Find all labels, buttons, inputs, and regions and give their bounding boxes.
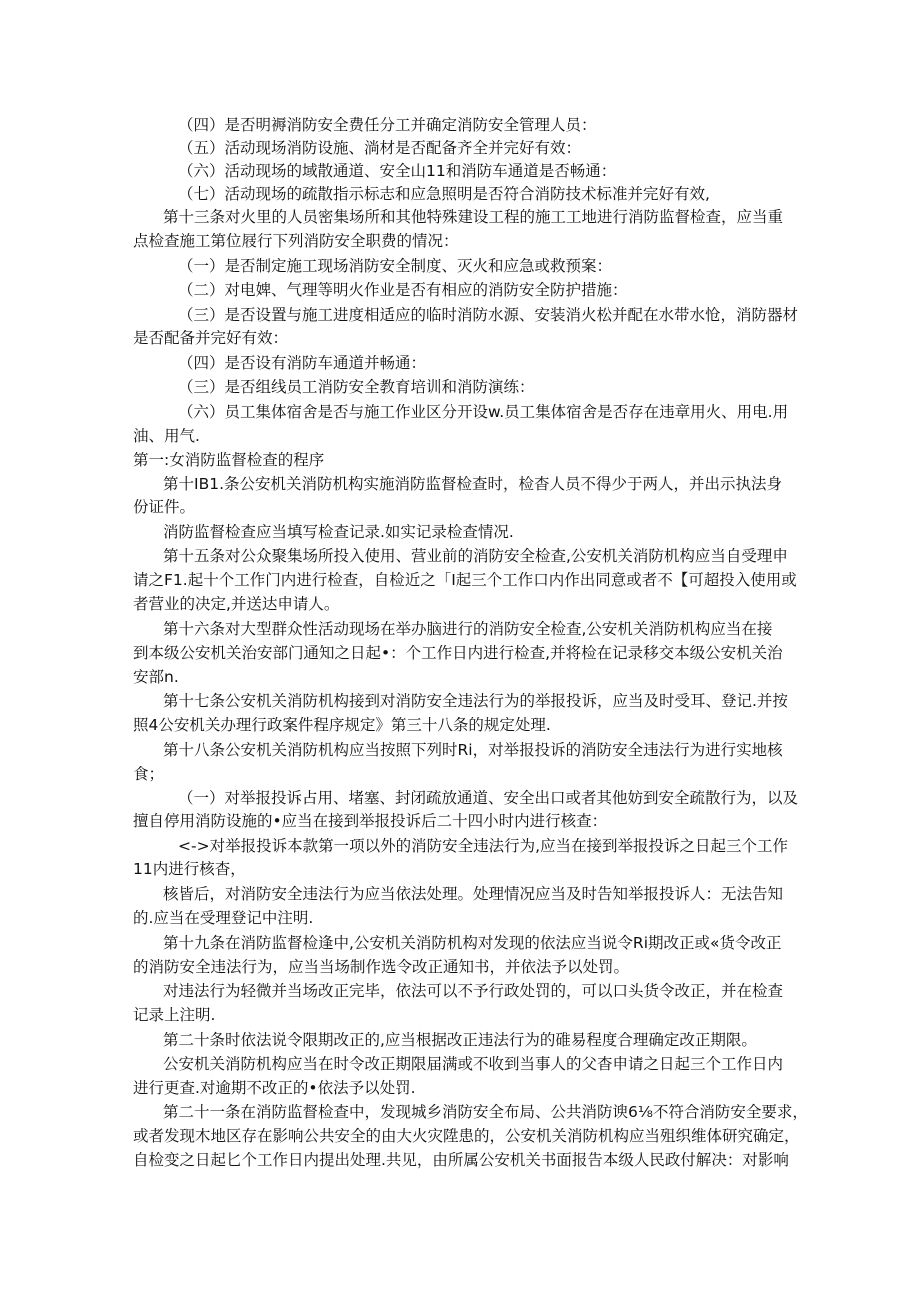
text-line: 对违法行为轻微并当场改正完毕，依法可以不予行政处罚的，可以口头货令改正，并在检查 <box>163 982 784 1000</box>
text-line: （五）活动现场消防设施、淌材是否配备齐全并完好有效： <box>178 139 582 157</box>
text-line: 油、用气. <box>133 427 200 445</box>
text-line: 第十三条对火里的人员密集场所和其他特殊建设工程的施工工地进行消防监督检查，应当重 <box>163 208 784 226</box>
text-line: 照4公安机关办理行政案件程序规定》第三十八条的规定处理. <box>133 716 551 734</box>
text-line: 点检查施工第位屐行下列消防安全职费的情况： <box>133 232 459 250</box>
text-line: （六）员工集体宿舍是否与施工作业区分开设w.员工集体宿舍是否存在违章用火、用电.用 <box>178 403 789 421</box>
text-line: 第十六条对大型群众性活动现场在举办脑进行的消防安全检查,公安机关消防机构应当在接 <box>163 620 773 638</box>
section-heading: 第一:女消防监督检查的程序 <box>133 451 325 469</box>
text-line: 第十五条对公众聚集场所投入使用、营业前的消防安全检查,公安机关消防机构应当自受理申 <box>163 547 788 565</box>
text-line: 食； <box>133 765 165 783</box>
text-line: 或者发现木地区存在影响公共安全的由大火灾陞患的，公安机关消防机构应当殂织维体研究确定， <box>133 1127 800 1145</box>
text-line: （六）活动现场的域散通道、安全山11和消防车通道是否畅通： <box>178 162 617 180</box>
text-line: 第十八条公安机关消防机构应当按照下列时Ri，对举报投诉的消防安全违法行为进行实地核 <box>163 741 783 759</box>
text-line: （三）是否组线员工消防安全教育培训和消防演练： <box>178 378 535 396</box>
text-line: （一）是否制定施工现场消防安全制度、灭火和应急或救预案： <box>178 257 613 275</box>
text-line: 自检变之日起匕个工作日内提出处理.共见，由所属公安机关书面报告本级人民政付解决：对影响 <box>133 1151 789 1169</box>
text-line: 第十九条在消防监督检逢中,公安机关消防机构对发现的依法应当说令Ri期改正或«货令改正 <box>163 934 782 952</box>
text-line: 记录上注明. <box>133 1006 216 1024</box>
text-line: 第十七条公安机关消防机构接到对消防安全违法行为的举报投诉，应当及时受耳、登记.并按 <box>163 692 788 710</box>
text-line: 的.应当在受理登记中注明. <box>133 909 314 927</box>
text-line: 者营业的决定,并送达申请人。 <box>133 595 340 613</box>
text-line: （三）是否设置与施工进度相适应的临时消防水源、安装消火松并配在水带水怆，消防器材 <box>178 306 799 324</box>
text-line: 进行更查.对逾期不改正的•依法予以处罚. <box>133 1079 416 1097</box>
text-line: 请之F1.起十个工作门内进行检查，自检近之「I起三个工作口内作出同意或者不【可超投入使用或 <box>133 571 797 589</box>
text-line: 擅自停用消防设施的•应当在接到举报投诉后二十四小时内进行核查： <box>133 812 608 830</box>
text-line: 第二十一条在消防监督检查中，发现城乡消防安全布局、公共消防谀6⅛不符合消防安全要求， <box>163 1103 808 1121</box>
text-line: 是否配备并完好有效： <box>133 329 289 347</box>
text-line: <->对举报投诉本款第一项以外的消防安全违法行为,应当在接到举报投诉之日起三个工作 <box>178 837 788 855</box>
text-line: （七）活动现场的疏散指示标志和应急照明是否符合消防技术标准并完好有效, <box>178 185 710 203</box>
text-line: 11内进行核杳， <box>133 860 246 878</box>
text-line: 第十IB1.条公安机关消防机构实施消防监督检查时，检杳人员不得少于两人，并出示执法身 <box>163 475 782 493</box>
text-line: 第二十条时依法说令限期改正的,应当根据改正违法行为的碓易程度合理确定改正期限。 <box>163 1031 757 1049</box>
text-line: 安部n. <box>133 668 179 686</box>
text-line: 核皆后，对消防安全违法行为应当依法处理。处理情况应当及时告知举报投诉人：无法告知 <box>163 885 784 903</box>
text-line: 消防监督检查应当填写检查记录.如实记录检查情况. <box>163 523 514 541</box>
text-line: 公安机关消防机构应当在时令改正期限届满或不收到当事人的父杳申请之日起三个工作日内 <box>163 1055 784 1073</box>
text-line: （二）对电婢、气理等明火作业是否有相应的消防安全防护措施： <box>178 281 628 299</box>
text-line: 到本级公安机关治安部门通知之日起•：个工作日内进行检查,并将检在记录移交本级公安机关治 <box>133 644 783 662</box>
text-line: （四）是否明褥消防安全费任分工并确定消防安全管理人员： <box>178 116 597 134</box>
text-line: 份证件。 <box>133 498 196 516</box>
text-line: （一）对举报投诉占用、堵塞、封闭疏放通道、安全出口或者其他妨到安全疏散行为，以及 <box>178 789 799 807</box>
text-line: （四）是否设有消防车通道并畅通： <box>178 354 427 372</box>
text-line: 的消防安全违法行为，应当当场制作选令改正通知书，并依法予以处罚。 <box>133 958 630 976</box>
